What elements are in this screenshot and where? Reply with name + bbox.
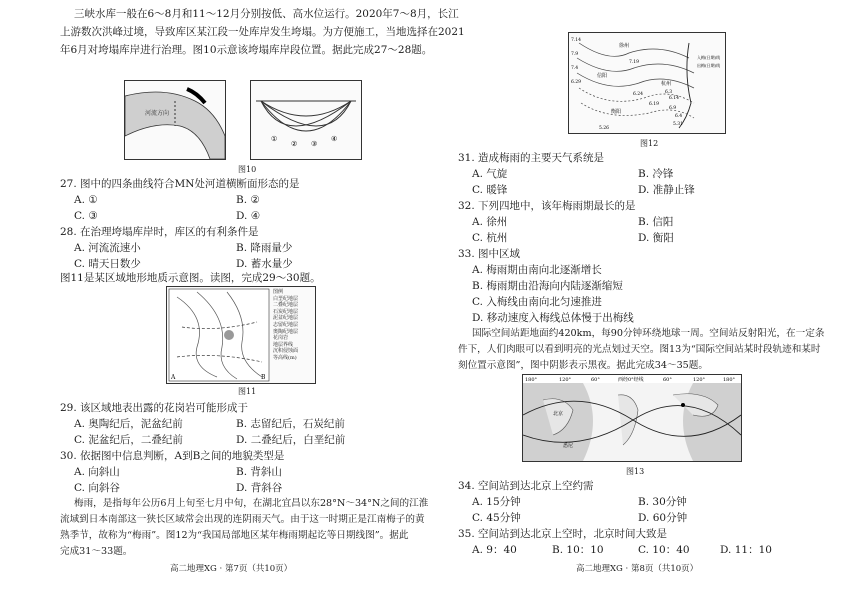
svg-text:6.19: 6.19: [649, 102, 660, 107]
intro-line-3: 年6月对垮塌库岸进行治理。图10示意该垮塌库岸段位置。据此完成27～28题。: [60, 44, 433, 56]
page-footer-right: 高二地理XG · 第8页（共10页）: [576, 564, 699, 574]
fig11-legend-item: 志留纪地层: [273, 321, 299, 328]
figure-10-cross-section: [250, 80, 362, 160]
q33-stem: 33. 图中区域: [458, 248, 521, 260]
q28-option-b[interactable]: B. 降雨量少: [236, 242, 293, 254]
svg-text:6.9: 6.9: [669, 106, 677, 111]
svg-text:7.14: 7.14: [571, 38, 582, 43]
figure-11-intro: 图11是某区域地形地质示意图。读图，完成29～30题。: [60, 272, 321, 284]
iss-line-3: 刻位置示意图”，图中阴影表示黑夜。据此完成34～35题。: [458, 360, 708, 371]
fig11-legend-item: 二叠纪地层: [273, 302, 299, 309]
q33-option-a[interactable]: A. 梅雨期由南向北逐渐增长: [472, 264, 602, 276]
meiyu-line-2: 流域到日本南部这一狭长区域常会出现的连阴雨天气。由于这一时期正是江南梅子的黄: [60, 514, 425, 525]
q27-option-b[interactable]: B. ②: [236, 194, 260, 206]
q28-option-a[interactable]: A. 河流流速小: [74, 242, 141, 254]
q33-option-b[interactable]: B. 梅雨期由沿海向内陆逐渐缩短: [472, 280, 623, 292]
q35-option-a[interactable]: A. 9：40: [472, 544, 517, 556]
figure-10-river-map: [124, 80, 226, 160]
meiyu-line-1: 梅雨，是指每年公历6月上旬至七月中旬，在湖北宜昌以东28°N～34°N之间的江淮: [74, 498, 429, 509]
q32-stem: 32. 下列四地中，该年梅雨期最长的是: [458, 200, 636, 212]
q28-option-d[interactable]: D. 蓄水量少: [236, 258, 293, 270]
svg-text:徐州: 徐州: [619, 43, 630, 49]
svg-text:②: ②: [291, 140, 298, 148]
iss-line-2: 件下，人们肉眼可以看到明亮的光点划过天空。图13为“国际空间站某时段轨迹和某时: [458, 344, 821, 355]
fig11-legend-item: 等高线(m): [273, 354, 297, 361]
svg-text:衡阳: 衡阳: [611, 109, 622, 115]
q35-option-b[interactable]: B. 10：10: [552, 544, 604, 556]
fig11-legend-item: 沉积侵蚀面: [273, 348, 299, 355]
q28-option-c[interactable]: C. 晴天日数少: [74, 258, 141, 270]
q29-option-c[interactable]: C. 泥盆纪后，二叠纪前: [74, 434, 183, 446]
q35-option-d[interactable]: D. 11：10: [720, 544, 772, 556]
q28-stem: 28. 在治理垮塌库岸时，库区的有利条件是: [60, 226, 259, 238]
q32-option-d[interactable]: D. 衡阳: [638, 232, 674, 244]
svg-text:5.26: 5.26: [599, 126, 610, 131]
q31-stem: 31. 造成梅雨的主要天气系统是: [458, 152, 605, 164]
svg-text:60°: 60°: [663, 377, 672, 383]
q34-option-a[interactable]: A. 15分钟: [472, 496, 521, 508]
fig11-legend-item: 花岗岩: [273, 335, 289, 342]
q27-stem: 27. 图中的四条曲线符合MN处河道横断面形态的是: [60, 178, 300, 190]
svg-text:6.14: 6.14: [669, 96, 680, 101]
svg-text:悉尼: 悉尼: [563, 443, 574, 449]
svg-text:6.4: 6.4: [675, 114, 683, 119]
q33-option-d[interactable]: D. 移动速度入梅线总体慢于出梅线: [472, 312, 634, 324]
q32-option-a[interactable]: A. 徐州: [472, 216, 508, 228]
svg-text:杭州: 杭州: [661, 81, 672, 87]
fig11-legend-item: 石炭纪地层: [273, 308, 299, 315]
intro-line-2: 上游数次洪峰过境，导致库区某江段一处库岸发生垮塌。为方便施工，当地选择在2021: [60, 26, 465, 38]
q34-option-c[interactable]: C. 45分钟: [472, 512, 521, 524]
q31-option-a[interactable]: A. 气旋: [472, 168, 508, 180]
svg-text:入梅(日期)线: 入梅(日期)线: [697, 55, 721, 60]
svg-text:③: ③: [311, 140, 318, 148]
svg-text:60°: 60°: [591, 377, 600, 383]
q30-option-c[interactable]: C. 向斜谷: [74, 482, 120, 494]
svg-text:河流方向: 河流方向: [145, 110, 170, 117]
svg-text:A: A: [171, 374, 176, 381]
figure-10-caption: 图10: [238, 165, 257, 174]
q31-option-b[interactable]: B. 冷锋: [638, 168, 674, 180]
svg-text:信阳: 信阳: [597, 73, 608, 79]
svg-text:北京: 北京: [553, 411, 564, 417]
fig11-legend-item: 奥陶纪地层: [273, 328, 299, 335]
page-footer-left: 高二地理XG · 第7页（共10页）: [170, 564, 293, 574]
svg-text:6.3: 6.3: [665, 90, 673, 95]
q33-option-c[interactable]: C. 入梅线由南向北匀速推进: [472, 296, 602, 308]
svg-text:西经0°经线: 西经0°经线: [618, 377, 644, 383]
q29-stem: 29. 该区域地表出露的花岗岩可能形成于: [60, 402, 249, 414]
q29-option-d[interactable]: D. 二叠纪后，白垩纪前: [236, 434, 346, 446]
q34-option-b[interactable]: B. 30分钟: [638, 496, 687, 508]
q30-option-d[interactable]: D. 背斜谷: [236, 482, 283, 494]
q32-option-c[interactable]: C. 杭州: [472, 232, 508, 244]
svg-text:120°: 120°: [693, 377, 706, 383]
figure-12-meiyu-map: [568, 32, 726, 134]
q30-option-b[interactable]: B. 背斜山: [236, 466, 282, 478]
figure-12-caption: 图12: [640, 139, 659, 148]
q35-option-c[interactable]: C. 10：40: [638, 544, 690, 556]
svg-text:④: ④: [331, 135, 338, 143]
fig11-legend-item: 地层界线: [273, 341, 294, 348]
q27-option-c[interactable]: C. ③: [74, 210, 98, 222]
figure-13-caption: 图13: [626, 467, 645, 476]
figure-11-geology-map: [166, 286, 316, 384]
q31-option-c[interactable]: C. 暖锋: [472, 184, 508, 196]
svg-text:出梅(日期)线: 出梅(日期)线: [697, 63, 721, 68]
q34-option-d[interactable]: D. 60分钟: [638, 512, 688, 524]
fig11-legend-item: 白垩纪地层: [273, 295, 299, 302]
svg-text:6.24: 6.24: [633, 92, 644, 97]
fig11-legend-title: 图例: [273, 289, 284, 295]
q34-stem: 34. 空间站到达北京上空约需: [458, 480, 594, 492]
meiyu-line-3: 熟季节，故称为“梅雨”。图12为“我国局部地区某年梅雨期起讫等日期线图”。据此: [60, 530, 409, 541]
q31-option-d[interactable]: D. 准静止锋: [638, 184, 695, 196]
svg-text:B: B: [261, 374, 266, 381]
q27-option-d[interactable]: D. ④: [236, 210, 261, 222]
svg-text:7.9: 7.9: [571, 52, 579, 57]
q29-option-a[interactable]: A. 奥陶纪后，泥盆纪前: [74, 418, 183, 430]
svg-text:180°: 180°: [525, 377, 538, 383]
q27-option-a[interactable]: A. ①: [74, 194, 98, 206]
figure-11-caption: 图11: [238, 387, 257, 396]
iss-line-1: 国际空间站距地面约420km，每90分钟环绕地球一周。空间站反射阳光，在一定条: [472, 328, 825, 339]
q35-stem: 35. 空间站到达北京上空时，北京时间大致是: [458, 528, 668, 540]
svg-text:120°: 120°: [559, 377, 572, 383]
fig11-legend-item: 泥盆纪地层: [273, 315, 299, 322]
meiyu-line-4: 完成31～33题。: [60, 546, 133, 557]
intro-line-1: 三峡水库一般在6～8月和11～12月分别按低、高水位运行。2020年7～8月，长江: [74, 8, 459, 20]
svg-text:5.31: 5.31: [673, 122, 684, 127]
svg-text:①: ①: [271, 135, 278, 143]
svg-text:7.19: 7.19: [629, 60, 640, 65]
svg-text:7.4: 7.4: [571, 66, 579, 71]
q29-option-b[interactable]: B. 志留纪后，石炭纪前: [236, 418, 345, 430]
q30-stem: 30. 依据图中信息判断，A到B之间的地貌类型是: [60, 450, 285, 462]
svg-text:6.29: 6.29: [571, 80, 582, 85]
q32-option-b[interactable]: B. 信阳: [638, 216, 674, 228]
figure-13-iss-track-map: [522, 374, 742, 462]
q30-option-a[interactable]: A. 向斜山: [74, 466, 120, 478]
svg-text:180°: 180°: [723, 377, 736, 383]
